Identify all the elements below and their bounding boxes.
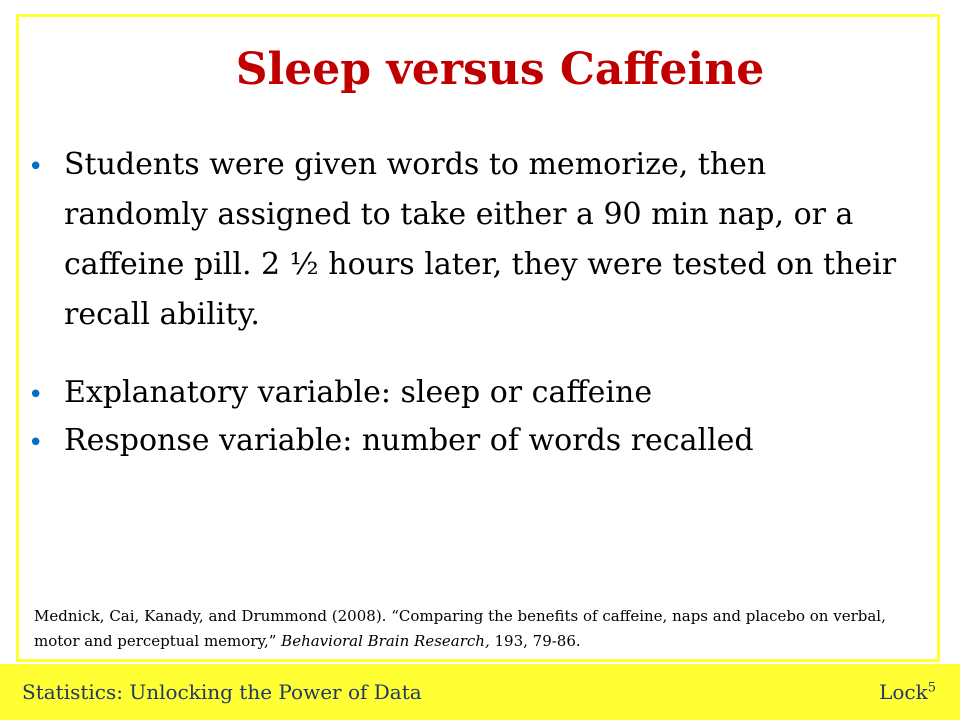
footer-bar (0, 664, 960, 720)
slide-title: Sleep versus Caffeine (235, 44, 765, 95)
footer-course-title: Statistics: Unlocking the Power of Data (22, 680, 422, 704)
bullet-icon: • (28, 152, 44, 182)
footer-author-name: Lock (879, 680, 928, 704)
bullet-text: Explanatory variable: sleep or caffeine (64, 375, 653, 410)
bullet-text: Students were given words to memorize, then randomly assigned to take either a 90 min nap, or a caffeine pill. 2 ½ hours later, they were tested on their recall ability. (64, 147, 897, 332)
citation-main: Mednick, Cai, Kanady, and Drummond (2008). “Comparing the benefits of caffeine, naps and placebo on verbal, motor and perceptual memory,” (34, 607, 886, 650)
bullet-icon: • (28, 380, 44, 410)
citation (34, 604, 924, 654)
footer-author (879, 680, 936, 704)
citation-journal: Behavioral Brain Research, (281, 632, 490, 650)
bullet-text: Response variable: number of words recalled (64, 423, 754, 458)
footer-author-sup: 5 (927, 680, 936, 696)
bullet-icon: • (28, 428, 44, 458)
citation-pages: 193, 79-86. (489, 632, 581, 650)
